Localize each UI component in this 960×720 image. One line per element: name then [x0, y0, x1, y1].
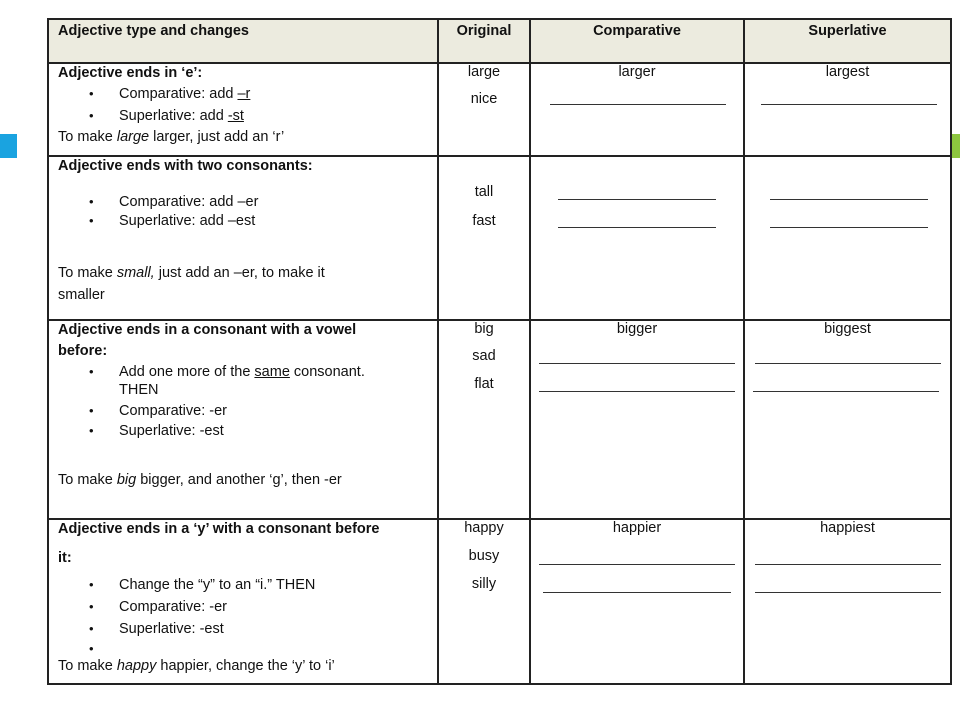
bullet-icon: •	[89, 213, 94, 228]
rule-title: Adjective ends in a consonant with a vowel	[58, 322, 357, 338]
bullet-icon: •	[89, 641, 94, 656]
superlative-word: largest	[825, 64, 870, 80]
bullet-icon: •	[89, 577, 94, 592]
rule-note: To make happy happier, change the ‘y’ to ‘i’	[58, 658, 335, 674]
bullet-icon: •	[89, 403, 94, 418]
original-word: happy	[464, 520, 504, 536]
comparative-cell	[531, 64, 745, 155]
original-word: fast	[472, 213, 496, 229]
bullet-icon: •	[89, 423, 94, 438]
rule-title-line2: before:	[58, 343, 108, 359]
rule-bullet: Comparative: add –er	[119, 194, 259, 210]
rule-title: Adjective ends in ‘e’:	[58, 65, 203, 81]
superlative-cell	[745, 321, 950, 518]
rule-note: To make large larger, just add an ‘r’	[58, 129, 285, 145]
rule-note: To make big bigger, and another ‘g’, then -er	[58, 472, 342, 488]
original-word: nice	[470, 91, 498, 107]
rule-bullet: Comparative: -er	[119, 403, 227, 419]
original-word: silly	[471, 576, 497, 592]
comparative-blank[interactable]	[558, 199, 716, 200]
rule-bullet: Add one more of the same consonant.	[119, 364, 365, 380]
original-cell	[439, 64, 531, 155]
bullet-icon: •	[89, 108, 94, 123]
rule-bullet: Change the “y” to an “i.” THEN	[119, 577, 316, 593]
comparative-blank[interactable]	[543, 592, 731, 593]
rule-cell	[49, 520, 439, 683]
left-accent-tab	[0, 134, 17, 158]
superlative-blank[interactable]	[770, 227, 928, 228]
comparative-word: bigger	[616, 321, 658, 337]
table-row	[49, 64, 950, 157]
rule-title: Adjective ends with two consonants:	[58, 158, 313, 174]
rule-cell	[49, 321, 439, 518]
superlative-cell	[745, 157, 950, 319]
rule-title-line2: it:	[58, 550, 72, 566]
superlative-blank[interactable]	[753, 391, 939, 392]
original-word: big	[474, 321, 494, 337]
superlative-cell	[745, 520, 950, 683]
comparative-blank[interactable]	[539, 564, 735, 565]
rule-cell	[49, 157, 439, 319]
rule-note: To make small, just add an –er, to make it	[58, 265, 325, 281]
bullet-icon: •	[89, 599, 94, 614]
rule-bullet: Superlative: -est	[119, 621, 224, 637]
rule-bullet: Comparative: -er	[119, 599, 227, 615]
header-original: Original	[439, 20, 531, 62]
original-cell	[439, 157, 531, 319]
table-row	[49, 520, 950, 683]
original-word: busy	[468, 548, 500, 564]
rule-bullet: Superlative: add -st	[119, 108, 244, 124]
bullet-icon: •	[89, 86, 94, 101]
original-word: flat	[474, 376, 494, 392]
header-type: Adjective type and changes	[49, 20, 439, 62]
superlative-blank[interactable]	[755, 564, 941, 565]
comparative-blank[interactable]	[539, 391, 735, 392]
original-word: large	[467, 64, 501, 80]
bullet-icon: •	[89, 364, 94, 379]
rule-cell	[49, 64, 439, 155]
adjective-table	[47, 18, 952, 685]
bullet-icon: •	[89, 194, 94, 209]
header-superlative: Superlative	[808, 23, 887, 39]
comparative-cell	[531, 157, 745, 319]
superlative-word: biggest	[824, 321, 871, 337]
rule-bullet-line2: THEN	[119, 382, 159, 398]
rule-bullet: Superlative: -est	[119, 423, 224, 439]
comparative-cell	[531, 520, 745, 683]
rule-note-line2: smaller	[58, 287, 105, 303]
rule-bullet: Superlative: add –est	[119, 213, 256, 229]
original-cell	[439, 520, 531, 683]
comparative-word: larger	[618, 64, 656, 80]
comparative-word: happier	[612, 520, 662, 536]
superlative-word: happiest	[820, 520, 875, 536]
header-comparative: Comparative	[531, 20, 745, 62]
table-header-row	[49, 20, 950, 64]
table-row	[49, 321, 950, 520]
superlative-blank[interactable]	[755, 363, 941, 364]
comparative-blank[interactable]	[539, 363, 735, 364]
comparative-blank[interactable]	[550, 104, 726, 105]
comparative-cell	[531, 321, 745, 518]
table-row	[49, 157, 950, 321]
rule-bullet: Comparative: add –r	[119, 86, 251, 102]
bullet-icon: •	[89, 621, 94, 636]
original-word: tall	[474, 184, 494, 200]
original-word: sad	[472, 348, 496, 364]
rule-title: Adjective ends in a ‘y’ with a consonant before	[58, 521, 380, 537]
original-cell	[439, 321, 531, 518]
comparative-blank[interactable]	[558, 227, 716, 228]
superlative-blank[interactable]	[761, 104, 937, 105]
superlative-blank[interactable]	[770, 199, 928, 200]
superlative-blank[interactable]	[755, 592, 941, 593]
superlative-cell	[745, 64, 950, 155]
